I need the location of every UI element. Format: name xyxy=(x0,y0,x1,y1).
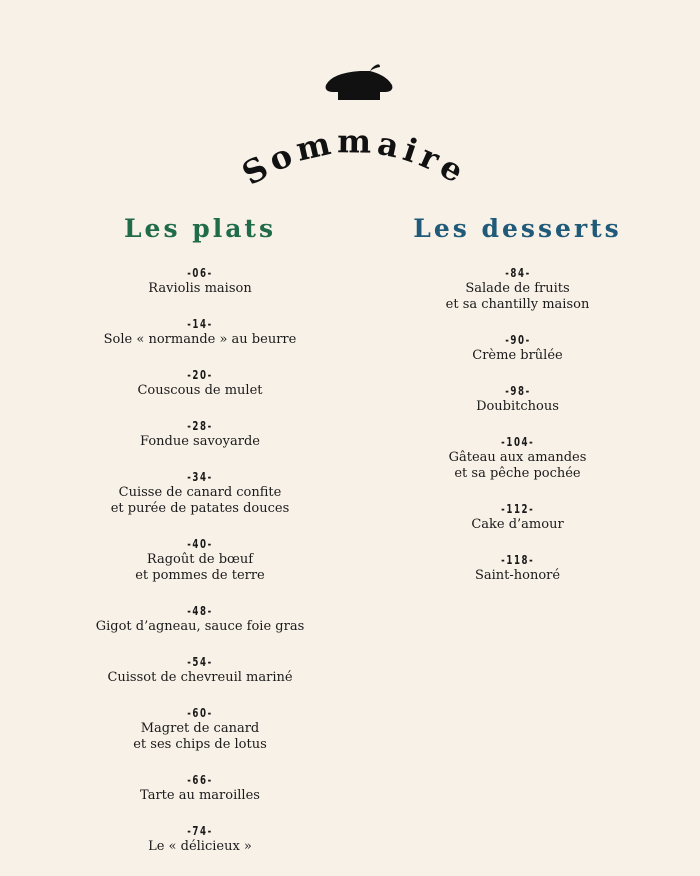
toc-entry xyxy=(60,364,340,399)
toc-entry xyxy=(60,600,340,635)
page-number: -104- xyxy=(500,435,535,449)
section-heading: Les desserts xyxy=(413,214,622,243)
toc-entry xyxy=(60,466,340,517)
page-number: -84- xyxy=(504,266,531,280)
toc-entry xyxy=(60,533,340,584)
page-number: -28- xyxy=(187,419,213,433)
toc-entry xyxy=(60,651,340,686)
section-heading: Les plats xyxy=(123,214,277,243)
page-number: -06- xyxy=(187,266,213,280)
page-number: -48- xyxy=(187,604,213,618)
toc-entry xyxy=(375,498,660,533)
toc-entry xyxy=(60,702,340,753)
toc-entry xyxy=(375,380,660,415)
toc-entry xyxy=(375,262,660,313)
recipe-name: Cake d’amour xyxy=(471,517,564,532)
page-number: -112- xyxy=(500,502,535,516)
entry-list xyxy=(60,262,340,855)
recipe-name: Doubitchous xyxy=(476,399,559,414)
recipe-name: Tarte au maroilles xyxy=(140,788,260,803)
page-number: -54- xyxy=(187,655,213,669)
toc-entry xyxy=(60,313,340,348)
recipe-name-line2: et pommes de terre xyxy=(135,568,265,583)
toc-entry xyxy=(60,262,340,297)
page-number: -40- xyxy=(187,537,213,551)
page-number: -74- xyxy=(187,824,213,838)
recipe-name: Crème brûlée xyxy=(472,348,563,363)
page-number: -14- xyxy=(187,317,213,331)
entry-list xyxy=(375,262,660,584)
section-desserts xyxy=(375,212,660,600)
page-number: -90- xyxy=(504,333,531,347)
recipe-name: Gâteau aux amandes xyxy=(448,450,587,465)
recipe-name: Fondue savoyarde xyxy=(140,434,260,449)
page-title xyxy=(230,120,480,200)
page-number: -20- xyxy=(187,368,213,382)
title-text: Sommaire xyxy=(235,122,475,193)
recipe-name: Saint-honoré xyxy=(474,568,561,583)
recipe-name: Sole « normande » au beurre xyxy=(103,332,297,347)
page-number: -60- xyxy=(187,706,213,720)
recipe-name-line2: et ses chips de lotus xyxy=(133,737,267,752)
recipe-name-line2: et purée de patates douces xyxy=(110,501,290,516)
recipe-name: Ragoût de bœuf xyxy=(146,552,254,567)
page-number: -66- xyxy=(187,773,213,787)
recipe-name: Couscous de mulet xyxy=(137,383,263,398)
recipe-name: Raviolis maison xyxy=(148,281,252,296)
recipe-name: Gigot d’agneau, sauce foie gras xyxy=(95,619,305,634)
beret-icon xyxy=(324,63,394,103)
svg-text:Sommaire xyxy=(236,122,475,193)
recipe-name: Le « délicieux » xyxy=(148,839,252,854)
recipe-name: Magret de canard xyxy=(140,721,260,736)
page-number: -98- xyxy=(504,384,531,398)
toc-entry xyxy=(60,415,340,450)
recipe-name-line2: et sa chantilly maison xyxy=(445,297,590,312)
toc-entry xyxy=(60,820,340,855)
section-plats xyxy=(60,212,340,871)
page-number: -118- xyxy=(500,553,535,567)
toc-entry xyxy=(375,431,660,482)
toc-entry xyxy=(60,769,340,804)
recipe-name: Salade de fruits xyxy=(465,281,570,296)
recipe-name: Cuissot de chevreuil mariné xyxy=(107,670,293,685)
recipe-name: Cuisse de canard confite xyxy=(118,485,282,500)
page-number: -34- xyxy=(187,470,213,484)
toc-entry xyxy=(375,329,660,364)
toc-entry xyxy=(375,549,660,584)
recipe-name-line2: et sa pêche pochée xyxy=(454,466,581,481)
